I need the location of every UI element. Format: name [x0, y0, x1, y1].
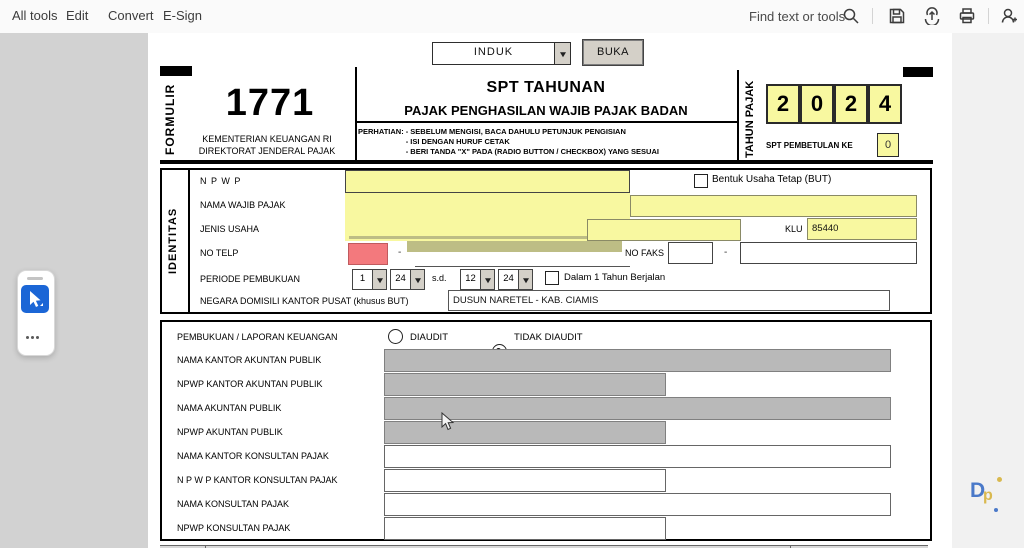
npwp-label: N P W P	[200, 176, 242, 186]
chevron-down-icon	[377, 278, 383, 283]
form-number: 1771	[225, 82, 315, 124]
telp-dash: -	[398, 247, 402, 258]
dropdown-button[interactable]	[480, 270, 494, 289]
corner-mark-left	[160, 66, 192, 76]
nama-konsultan-field[interactable]	[384, 493, 891, 516]
tahun-digit-1[interactable]: 2	[766, 84, 800, 124]
toolbar-divider	[988, 8, 989, 24]
tahun-berjalan-label: Dalam 1 Tahun Berjalan	[564, 272, 666, 283]
chevron-down-icon	[415, 278, 421, 283]
npwp-akuntan-field[interactable]	[384, 421, 666, 444]
share-upload-icon[interactable]	[923, 7, 941, 25]
dropdown-button[interactable]	[554, 43, 570, 64]
header-rule	[356, 121, 737, 123]
row-label: NAMA AKUNTAN PUBLIK	[177, 403, 282, 413]
telp-area-field[interactable]	[348, 243, 388, 265]
pembetulan-field[interactable]: 0	[877, 133, 899, 157]
nama-wp-label: NAMA WAJIB PAJAK	[200, 200, 286, 210]
periode-to-month-dropdown[interactable]	[460, 269, 495, 290]
periode-label: PERIODE PEMBUKUAN	[200, 274, 301, 284]
menu-convert[interactable]: Convert	[108, 8, 154, 23]
menu-esign[interactable]: E-Sign	[163, 8, 203, 23]
tahun-digit-4[interactable]: 4	[868, 84, 902, 124]
cursor-arrow-icon	[21, 285, 49, 313]
row-label: NAMA KONSULTAN PAJAK	[177, 499, 290, 509]
diaudit-radio-label: DIAUDIT	[410, 332, 448, 343]
chevron-down-icon	[485, 278, 491, 283]
ministry-line2: DIREKTORAT JENDERAL PAJAK	[198, 146, 336, 156]
ministry-line1: KEMENTERIAN KEUANGAN RI	[202, 134, 332, 144]
header-bottom-rule	[160, 160, 933, 164]
tidak-diaudit-radio-label: TIDAK DIAUDIT	[514, 332, 583, 343]
notice-line: - SEBELUM MENGISI, BACA DAHULU PETUNJUK PENGISIAN	[405, 127, 626, 136]
telp-label: NO TELP	[200, 248, 239, 258]
tahun-berjalan-checkbox[interactable]	[545, 271, 559, 285]
formulir-label: FORMULIR	[163, 83, 177, 155]
tahun-pajak-label: TAHUN PAJAK	[744, 80, 756, 158]
npwp-kantor-akuntan-field[interactable]	[384, 373, 666, 396]
select-tool-button[interactable]	[21, 285, 49, 313]
row-label: NPWP KANTOR AKUNTAN PUBLIK	[177, 379, 323, 389]
pembetulan-label: SPT PEMBETULAN KE	[766, 141, 853, 150]
faks-dash: -	[724, 247, 728, 258]
form-subtitle: PAJAK PENGHASILAN WAJIB PAJAK BADAN	[404, 103, 688, 118]
nama-akuntan-field[interactable]	[384, 397, 891, 420]
notice-line: - BERI TANDA "X" PADA (RADIO BUTTON / CHECKBOX) YANG SESUAI	[405, 147, 659, 156]
tahun-digit-2[interactable]: 0	[800, 84, 834, 124]
menu-all-tools[interactable]: All tools	[12, 8, 58, 23]
but-checkbox[interactable]	[694, 174, 708, 188]
drag-handle[interactable]	[27, 277, 43, 280]
row-label: NAMA KANTOR AKUNTAN PUBLIK	[177, 355, 322, 365]
tahun-digit-3[interactable]: 2	[834, 84, 868, 124]
row-label: NPWP KONSULTAN PAJAK	[177, 523, 291, 533]
row-label: N P W P KANTOR KONSULTAN PAJAK	[177, 475, 338, 485]
jenis-usaha-label: JENIS USAHA	[200, 224, 260, 234]
add-person-icon[interactable]	[1000, 7, 1018, 25]
print-icon[interactable]	[958, 7, 976, 25]
periode-from-month-value: 1	[359, 273, 366, 284]
nama-kantor-akuntan-field[interactable]	[384, 349, 891, 372]
row-label: NAMA KANTOR KONSULTAN PAJAK	[177, 451, 329, 461]
chevron-down-icon	[560, 52, 566, 57]
menu-edit[interactable]: Edit	[66, 8, 89, 23]
dropdown-button[interactable]	[372, 270, 386, 289]
periode-to-year-dropdown[interactable]	[498, 269, 533, 290]
notice-line: - ISI DENGAN HURUF CETAK	[405, 137, 510, 146]
klu-field[interactable]	[807, 218, 917, 240]
klu-value: 85440	[812, 223, 839, 234]
mouse-cursor	[441, 412, 455, 432]
npwp-field[interactable]	[345, 170, 630, 193]
klu-label: KLU	[785, 224, 803, 234]
periode-separator: s.d.	[432, 273, 447, 283]
diaudit-radio[interactable]	[388, 329, 403, 344]
npwp-kantor-konsultan-field[interactable]	[384, 469, 666, 492]
periode-from-month-dropdown[interactable]	[352, 269, 387, 290]
open-sheet-button[interactable]: BUKA	[583, 40, 643, 65]
chevron-down-icon	[523, 278, 529, 283]
nama-wp-field[interactable]	[630, 195, 917, 217]
periode-from-year-dropdown[interactable]	[390, 269, 425, 290]
faks-label: NO FAKS	[625, 248, 665, 258]
periode-to-month-value: 12	[465, 273, 476, 284]
telp-number-field[interactable]	[415, 266, 630, 267]
dropdown-button[interactable]	[410, 270, 424, 289]
jenis-usaha-field[interactable]	[587, 219, 741, 241]
toolbar-divider	[872, 8, 873, 24]
highlight-bar	[407, 241, 622, 252]
npwp-konsultan-field[interactable]	[384, 517, 666, 540]
form-title: SPT TAHUNAN	[486, 79, 606, 96]
negara-field[interactable]	[448, 290, 890, 311]
corner-mark-right	[903, 67, 933, 77]
row-label: NPWP AKUNTAN PUBLIK	[177, 427, 283, 437]
dp-logo: D p	[970, 477, 1004, 513]
periode-from-year-value: 24	[395, 273, 406, 284]
negara-label: NEGARA DOMISILI KANTOR PUSAT (khusus BUT)	[200, 296, 409, 306]
identitas-label: IDENTITAS	[167, 207, 179, 275]
but-checkbox-label: Bentuk Usaha Tetap (BUT)	[712, 174, 832, 185]
negara-value: DUSUN NARETEL - KAB. CIAMIS	[453, 295, 599, 306]
dropdown-button[interactable]	[518, 270, 532, 289]
form-notice	[358, 127, 659, 157]
more-options-icon[interactable]	[26, 336, 44, 342]
save-icon[interactable]	[888, 7, 906, 25]
sheet-selector-dropdown[interactable]	[432, 42, 571, 65]
find-text-label[interactable]: Find text or tools	[749, 9, 846, 24]
faks-area-field[interactable]	[668, 242, 713, 264]
identitas-divider	[188, 170, 190, 312]
header-divider	[737, 70, 739, 160]
notice-prefix: PERHATIAN:	[358, 127, 404, 136]
nama-kantor-konsultan-field[interactable]	[384, 445, 891, 468]
pembukuan-label: PEMBUKUAN / LAPORAN KEUANGAN	[177, 332, 338, 342]
right-margin	[952, 33, 1024, 548]
faks-number-field[interactable]	[740, 242, 917, 264]
periode-to-year-value: 24	[503, 273, 514, 284]
search-icon[interactable]	[842, 7, 860, 25]
highlight-underline	[349, 236, 621, 239]
sheet-selector-value: INDUK	[473, 46, 514, 58]
